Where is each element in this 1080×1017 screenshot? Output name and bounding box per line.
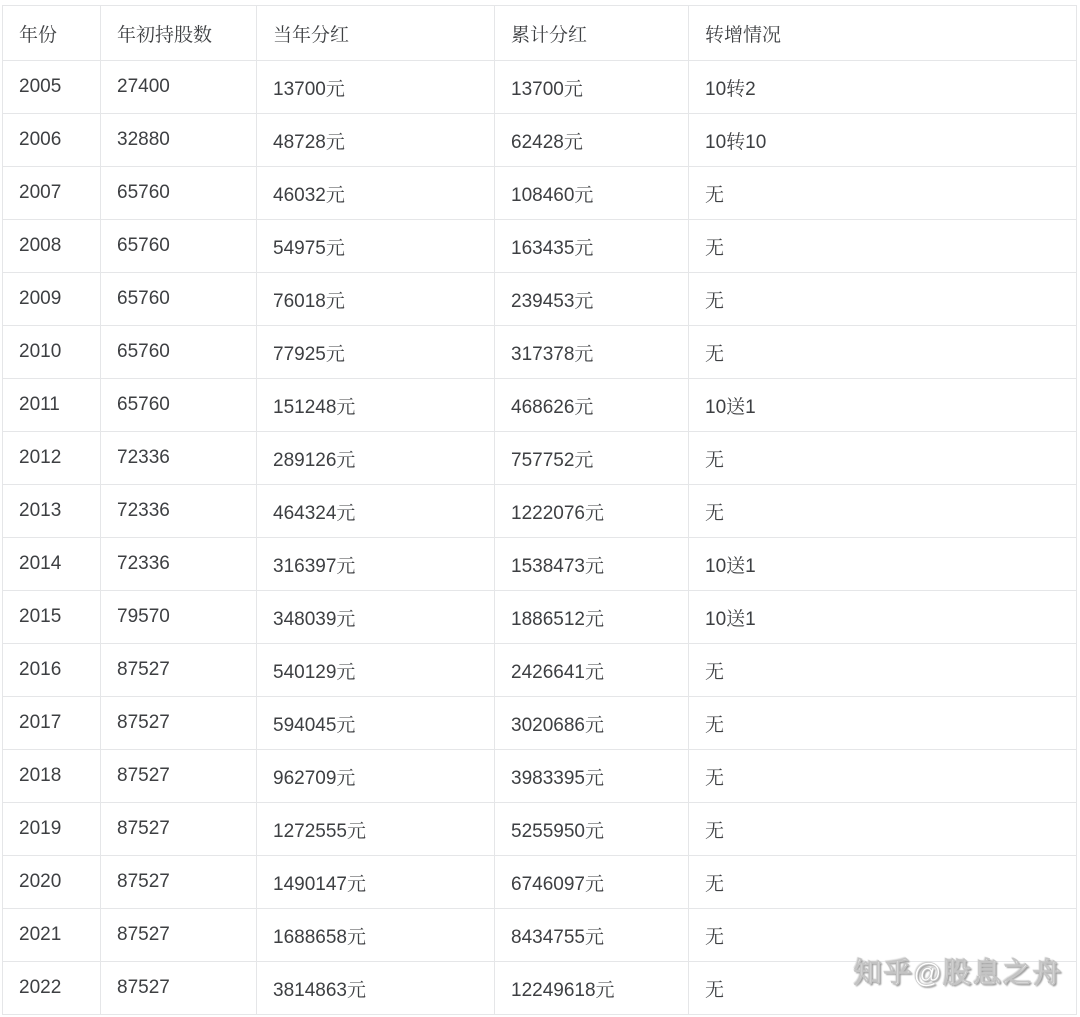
table-row — [3, 432, 1077, 485]
cell-shares: 87527 — [101, 962, 257, 1015]
cell-dividend: 464324元 — [257, 485, 495, 538]
cell-bonus: 无 — [689, 856, 1077, 909]
table-row — [3, 856, 1077, 909]
cell-cumulative: 3020686元 — [495, 697, 689, 750]
zhihu-watermark: 知乎@股息之舟 — [853, 957, 1063, 988]
cell-year: 2019 — [3, 803, 101, 856]
cell-year: 2009 — [3, 273, 101, 326]
cell-year: 2016 — [3, 644, 101, 697]
cell-bonus: 10送1 — [689, 591, 1077, 644]
cell-dividend: 1272555元 — [257, 803, 495, 856]
cell-bonus: 无 — [689, 220, 1077, 273]
column-header-year: 年份 — [3, 6, 101, 61]
cell-shares: 65760 — [101, 379, 257, 432]
cell-shares: 27400 — [101, 61, 257, 114]
cell-bonus: 无 — [689, 273, 1077, 326]
cell-shares: 72336 — [101, 485, 257, 538]
cell-year: 2011 — [3, 379, 101, 432]
cell-year: 2021 — [3, 909, 101, 962]
header-row — [3, 6, 1077, 61]
cell-year: 2012 — [3, 432, 101, 485]
cell-year: 2013 — [3, 485, 101, 538]
dividend-history-table — [2, 5, 1077, 1015]
dividend-history-page — [2, 5, 1077, 1011]
cell-year: 2010 — [3, 326, 101, 379]
cell-cumulative: 108460元 — [495, 167, 689, 220]
cell-shares: 65760 — [101, 167, 257, 220]
cell-cumulative: 6746097元 — [495, 856, 689, 909]
cell-year: 2015 — [3, 591, 101, 644]
cell-year: 2014 — [3, 538, 101, 591]
cell-dividend: 962709元 — [257, 750, 495, 803]
cell-cumulative: 239453元 — [495, 273, 689, 326]
cell-dividend: 76018元 — [257, 273, 495, 326]
table-row — [3, 697, 1077, 750]
cell-shares: 87527 — [101, 697, 257, 750]
cell-cumulative: 163435元 — [495, 220, 689, 273]
cell-cumulative: 5255950元 — [495, 803, 689, 856]
cell-dividend: 77925元 — [257, 326, 495, 379]
cell-shares: 65760 — [101, 220, 257, 273]
cell-cumulative: 8434755元 — [495, 909, 689, 962]
table-row — [3, 220, 1077, 273]
cell-cumulative: 12249618元 — [495, 962, 689, 1015]
table-row — [3, 538, 1077, 591]
cell-cumulative: 317378元 — [495, 326, 689, 379]
cell-dividend: 348039元 — [257, 591, 495, 644]
column-header-shares: 年初持股数 — [101, 6, 257, 61]
cell-bonus: 无 — [689, 644, 1077, 697]
cell-bonus: 无 — [689, 697, 1077, 750]
cell-cumulative: 62428元 — [495, 114, 689, 167]
table-row — [3, 591, 1077, 644]
column-header-cumulative: 累计分红 — [495, 6, 689, 61]
table-row — [3, 750, 1077, 803]
cell-cumulative: 1886512元 — [495, 591, 689, 644]
cell-dividend: 151248元 — [257, 379, 495, 432]
cell-shares: 65760 — [101, 326, 257, 379]
cell-year: 2022 — [3, 962, 101, 1015]
table-row — [3, 485, 1077, 538]
cell-shares: 79570 — [101, 591, 257, 644]
cell-dividend: 48728元 — [257, 114, 495, 167]
cell-bonus: 无 — [689, 432, 1077, 485]
cell-cumulative: 3983395元 — [495, 750, 689, 803]
cell-year: 2017 — [3, 697, 101, 750]
table-row — [3, 644, 1077, 697]
cell-shares: 87527 — [101, 644, 257, 697]
table-body — [3, 61, 1077, 1015]
cell-cumulative: 2426641元 — [495, 644, 689, 697]
cell-shares: 87527 — [101, 909, 257, 962]
cell-bonus: 无 — [689, 750, 1077, 803]
cell-shares: 72336 — [101, 538, 257, 591]
cell-bonus: 10送1 — [689, 379, 1077, 432]
cell-bonus: 无 — [689, 803, 1077, 856]
cell-bonus: 无 — [689, 485, 1077, 538]
table-row — [3, 273, 1077, 326]
table-row — [3, 379, 1077, 432]
cell-year: 2018 — [3, 750, 101, 803]
cell-cumulative: 1222076元 — [495, 485, 689, 538]
table-row — [3, 803, 1077, 856]
cell-bonus: 无 — [689, 962, 1077, 1015]
table-row — [3, 167, 1077, 220]
cell-dividend: 289126元 — [257, 432, 495, 485]
cell-bonus: 10送1 — [689, 538, 1077, 591]
cell-dividend: 1490147元 — [257, 856, 495, 909]
cell-year: 2007 — [3, 167, 101, 220]
cell-shares: 87527 — [101, 803, 257, 856]
cell-dividend: 13700元 — [257, 61, 495, 114]
cell-bonus: 无 — [689, 326, 1077, 379]
cell-year: 2006 — [3, 114, 101, 167]
cell-dividend: 46032元 — [257, 167, 495, 220]
cell-shares: 72336 — [101, 432, 257, 485]
cell-dividend: 1688658元 — [257, 909, 495, 962]
cell-cumulative: 757752元 — [495, 432, 689, 485]
cell-shares: 65760 — [101, 273, 257, 326]
cell-year: 2008 — [3, 220, 101, 273]
cell-cumulative: 1538473元 — [495, 538, 689, 591]
table-row — [3, 61, 1077, 114]
cell-dividend: 3814863元 — [257, 962, 495, 1015]
cell-cumulative: 13700元 — [495, 61, 689, 114]
cell-year: 2020 — [3, 856, 101, 909]
table-row — [3, 114, 1077, 167]
cell-bonus: 10转10 — [689, 114, 1077, 167]
cell-shares: 87527 — [101, 750, 257, 803]
table-row — [3, 962, 1077, 1015]
column-header-dividend: 当年分红 — [257, 6, 495, 61]
cell-dividend: 316397元 — [257, 538, 495, 591]
table-row — [3, 326, 1077, 379]
cell-shares: 87527 — [101, 856, 257, 909]
cell-dividend: 594045元 — [257, 697, 495, 750]
cell-bonus: 10转2 — [689, 61, 1077, 114]
cell-dividend: 54975元 — [257, 220, 495, 273]
cell-bonus: 无 — [689, 909, 1077, 962]
cell-year: 2005 — [3, 61, 101, 114]
column-header-bonus: 转增情况 — [689, 6, 1077, 61]
cell-dividend: 540129元 — [257, 644, 495, 697]
cell-cumulative: 468626元 — [495, 379, 689, 432]
cell-shares: 32880 — [101, 114, 257, 167]
cell-bonus: 无 — [689, 167, 1077, 220]
table-row — [3, 909, 1077, 962]
